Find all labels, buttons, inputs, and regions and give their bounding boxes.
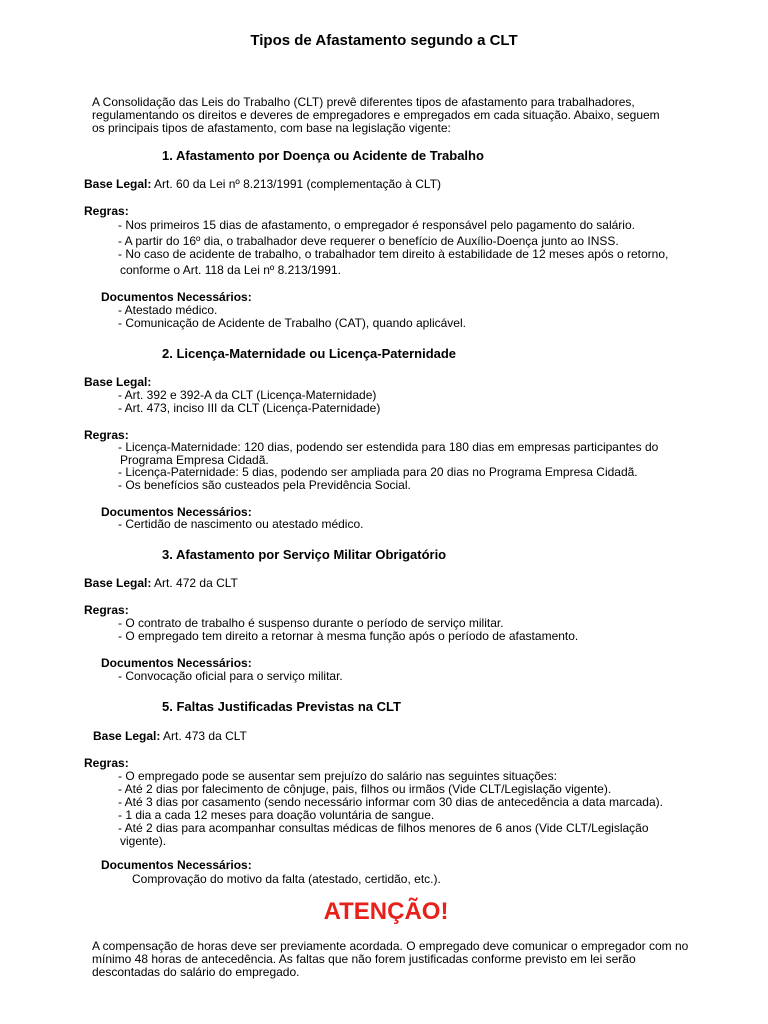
section-1-rule: - A partir do 16º dia, o trabalhador deve requerer o benefício de Auxílio-Doença junto ao INSS. xyxy=(118,234,619,248)
section-1-rule: conforme o Art. 118 da Lei nº 8.213/1991. xyxy=(120,263,341,277)
section-5-rule: - 1 dia a cada 12 meses para doação voluntária de sangue. xyxy=(118,808,435,822)
section-1-doc: - Comunicação de Acidente de Trabalho (CAT), quando aplicável. xyxy=(118,316,466,330)
section-2-heading: 2. Licença-Maternidade ou Licença-Paternidade xyxy=(162,346,457,361)
section-3-doc: - Convocação oficial para o serviço militar. xyxy=(118,669,343,683)
section-3-heading: 3. Afastamento por Serviço Militar Obrigatório xyxy=(162,547,447,562)
section-1-base: Base Legal: Art. 60 da Lei nº 8.213/1991 (complementação à CLT) xyxy=(84,177,442,191)
section-5-doc: Comprovação do motivo da falta (atestado, certidão, etc.). xyxy=(132,872,441,886)
section-2-doc: - Certidão de nascimento ou atestado médico. xyxy=(118,517,364,531)
section-2-rule: - Licença-Paternidade: 5 dias, podendo ser ampliada para 20 dias no Programa Empresa Cidadã. xyxy=(118,465,638,479)
section-3-base: Base Legal: Art. 472 da CLT xyxy=(84,576,238,590)
section-2-rule: - Licença-Maternidade: 120 dias, podendo ser estendida para 180 dias em empresas participantes do xyxy=(118,440,659,454)
section-2-docs-label: Documentos Necessários: xyxy=(101,505,252,519)
section-1-rule: - Nos primeiros 15 dias de afastamento, o empregador é responsável pelo pagamento do salário. xyxy=(118,218,635,232)
section-2-rule: - Os benefícios são custeados pela Previdência Social. xyxy=(118,478,411,492)
section-5-rules-label: Regras: xyxy=(84,756,129,770)
section-2-rules-label: Regras: xyxy=(84,428,129,442)
section-1-doc: - Atestado médico. xyxy=(118,303,218,317)
section-1-docs-label: Documentos Necessários: xyxy=(101,290,252,304)
section-3-rules-label: Regras: xyxy=(84,603,129,617)
section-2-base-item: - Art. 473, inciso III da CLT (Licença-Paternidade) xyxy=(118,401,381,415)
section-2-rule: Programa Empresa Cidadã. xyxy=(120,453,269,467)
section-5-rule: - Até 3 dias por casamento (sendo necessário informar com 30 dias de antecedência a data marcada). xyxy=(118,795,663,809)
section-5-heading: 5. Faltas Justificadas Previstas na CLT xyxy=(162,699,401,714)
section-3-rule: - O contrato de trabalho é suspenso durante o período de serviço militar. xyxy=(118,616,504,630)
section-5-rule: - O empregado pode se ausentar sem prejuízo do salário nas seguintes situações: xyxy=(118,769,557,783)
section-5-rule: vigente). xyxy=(120,834,167,848)
footer-paragraph: A compensação de horas deve ser previamente acordada. O empregado deve comunicar o empregador com no mínimo 48 horas de antecedência. As faltas que não forem justificadas conforme previsto em lei serão descontadas do salário do empregado. xyxy=(92,939,689,979)
section-5-rule: - Até 2 dias por falecimento de cônjuge, pais, filhos ou irmãos (Vide CLT/Legislação vigente). xyxy=(118,782,612,796)
section-5-base: Base Legal: Art. 473 da CLT xyxy=(93,729,247,743)
section-5-rule: - Até 2 dias para acompanhar consultas médicas de filhos menores de 6 anos (Vide CLT/Legislação xyxy=(118,821,649,835)
section-5-docs-label: Documentos Necessários: xyxy=(101,858,252,872)
intro-paragraph: A Consolidação das Leis do Trabalho (CLT) prevê diferentes tipos de afastamento para trabalhadores, regulamentando os direitos e deveres de empregadores e empregados em cada situação. Abaixo, seguem os principais tipos de afastamento, com base na legislação vigente: xyxy=(92,95,660,135)
page-title: Tipos de Afastamento segundo a CLT xyxy=(250,32,518,49)
section-2-base-item: - Art. 392 e 392-A da CLT (Licença-Maternidade) xyxy=(118,388,377,402)
section-3-rule: - O empregado tem direito a retornar à mesma função após o período de afastamento. xyxy=(118,629,579,643)
attention-heading: ATENÇÃO! xyxy=(323,898,449,925)
section-3-docs-label: Documentos Necessários: xyxy=(101,656,252,670)
section-2-base-label: Base Legal: xyxy=(84,375,152,389)
section-1-rules-label: Regras: xyxy=(84,204,129,218)
section-1-rule: - No caso de acidente de trabalho, o trabalhador tem direito à estabilidade de 12 meses após o retorno, xyxy=(118,247,669,261)
section-1-heading: 1. Afastamento por Doença ou Acidente de Trabalho xyxy=(162,148,484,163)
